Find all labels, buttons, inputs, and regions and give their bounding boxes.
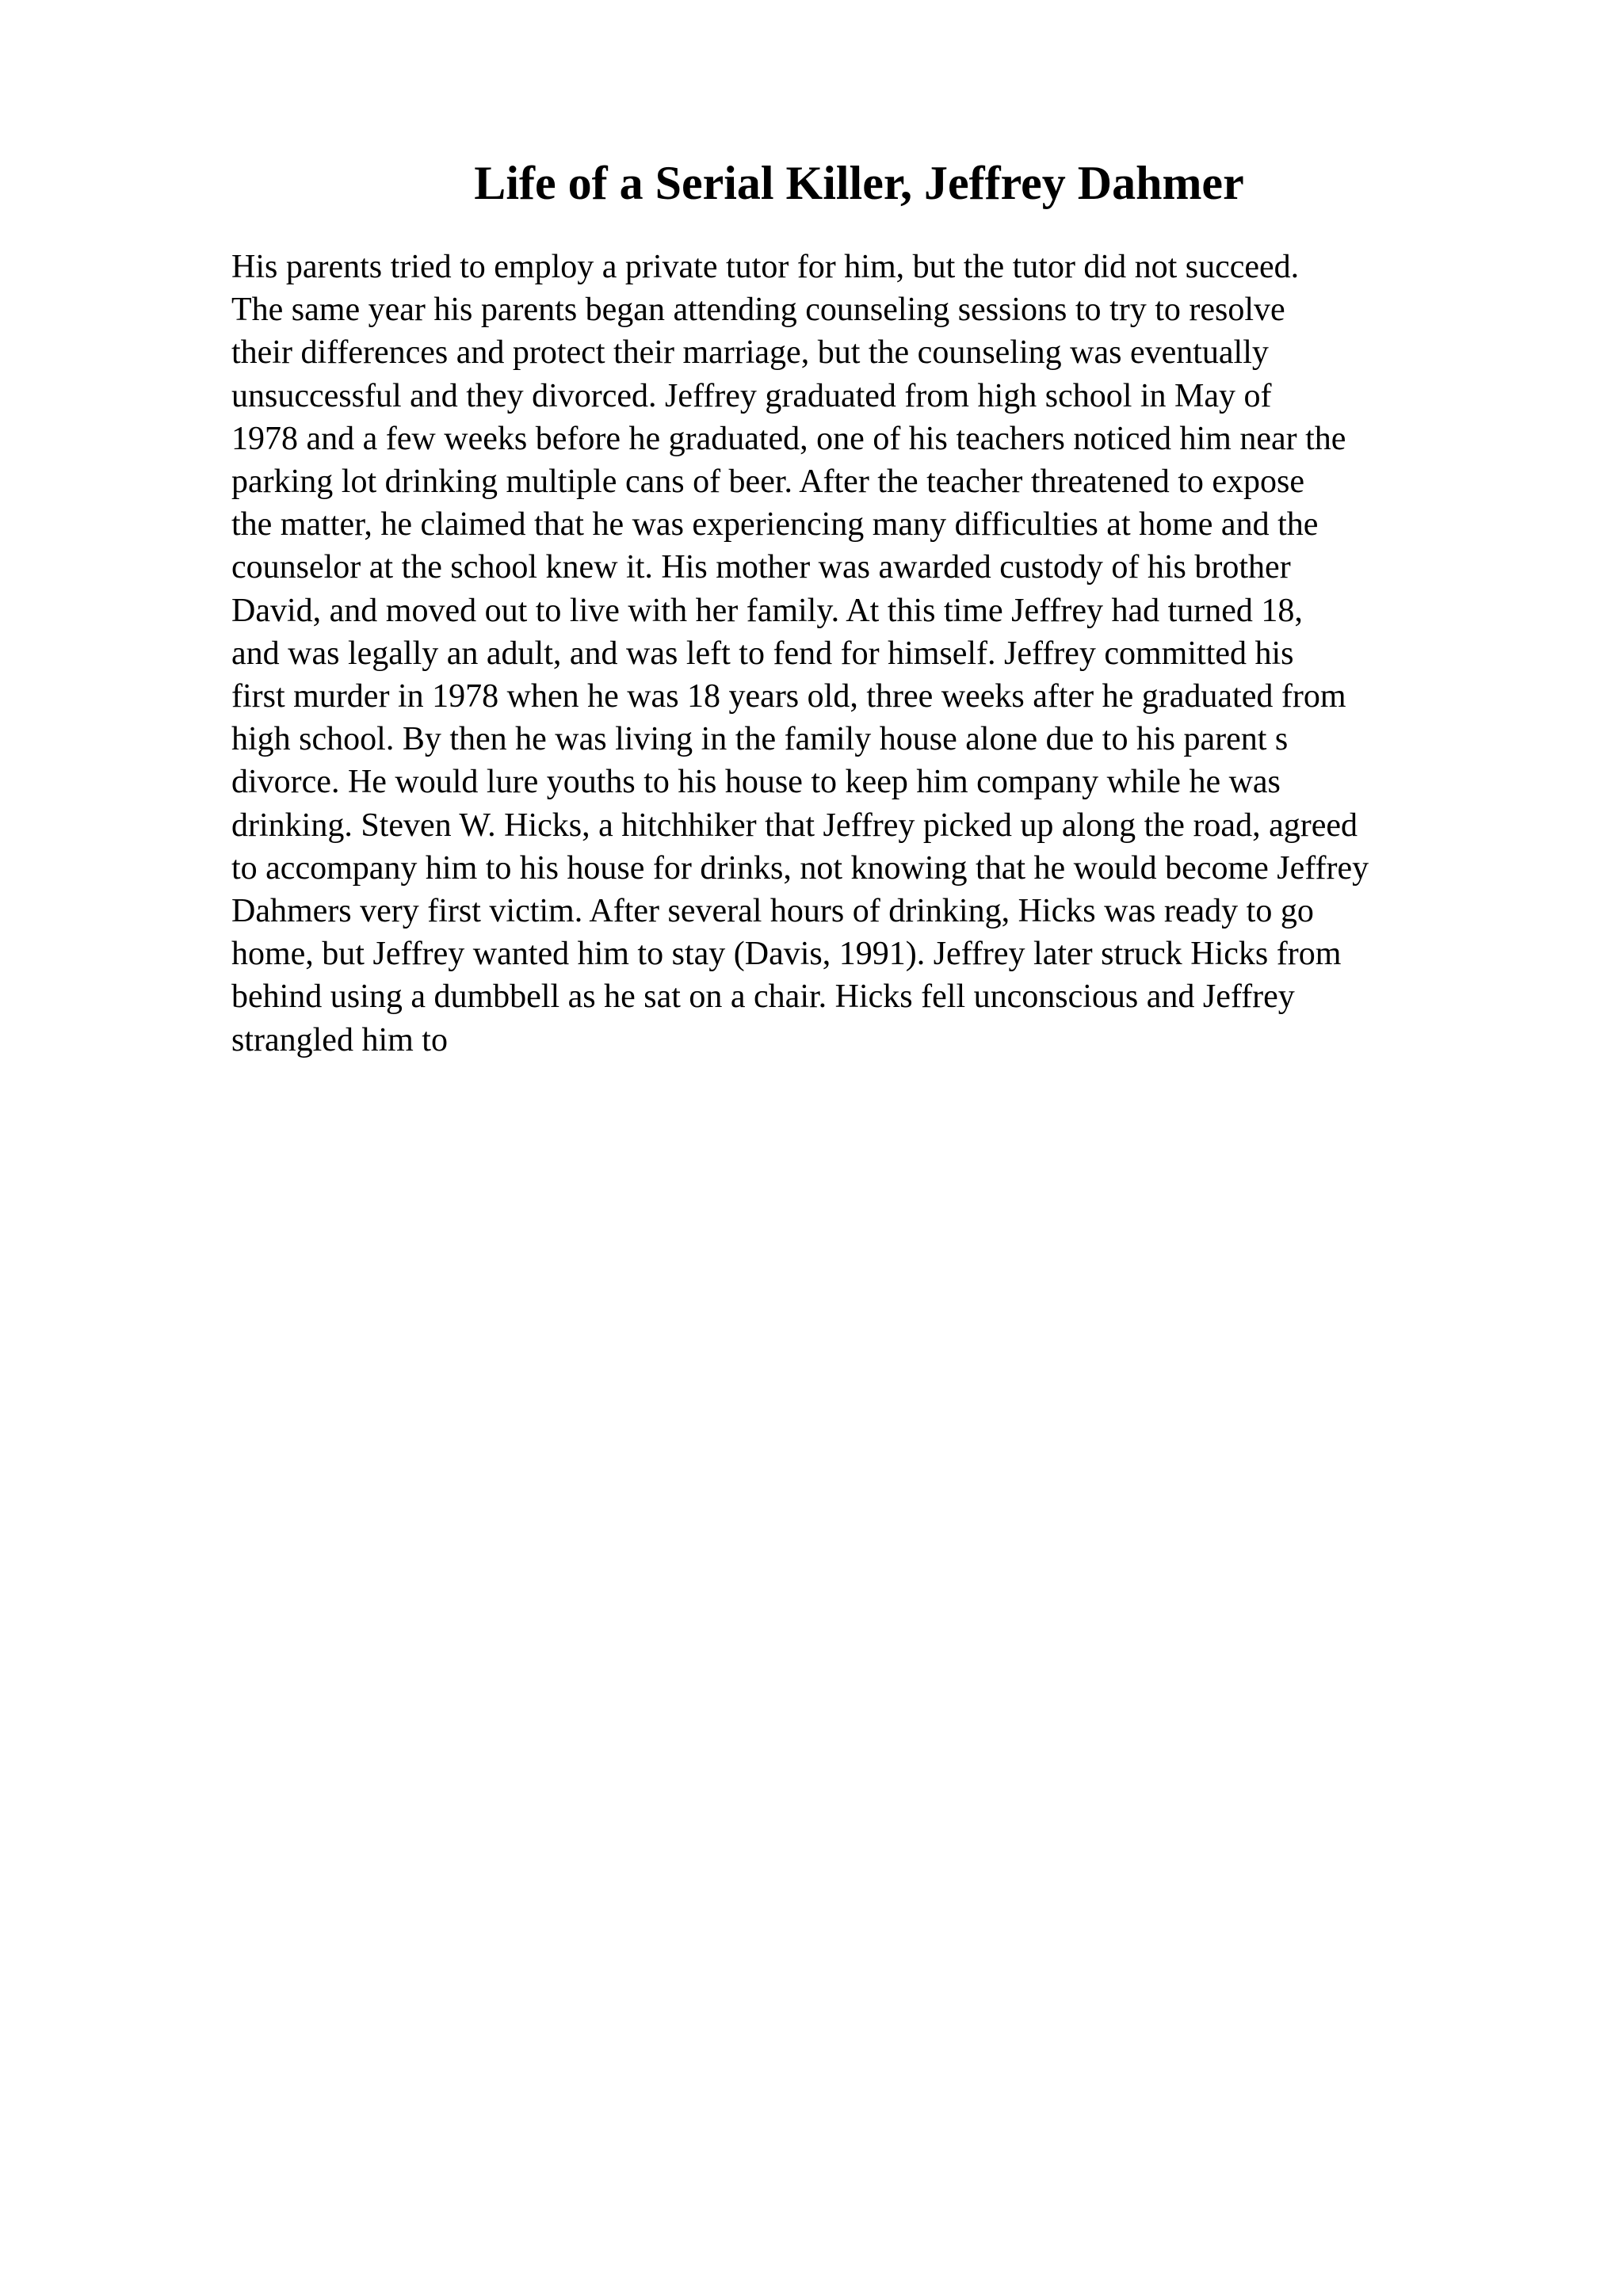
body-line: their differences and protect their marriage, but the counseling was eventually [231, 334, 1269, 372]
document-title: Life of a Serial Killer, Jeffrey Dahmer [474, 157, 1244, 209]
body-line: behind using a dumbbell as he sat on a chair. Hicks fell unconscious and Jeffrey [231, 978, 1295, 1016]
body-line: Dahmers very first victim. After several hours of drinking, Hicks was ready to go [231, 893, 1314, 930]
body-line: strangled him to [231, 1021, 448, 1058]
body-line: the matter, he claimed that he was experiencing many difficulties at home and the [231, 506, 1319, 543]
body-line: high school. By then he was living in the family house alone due to his parent s [231, 721, 1289, 758]
body-line: home, but Jeffrey wanted him to stay (Davis, 1991). Jeffrey later struck Hicks from [231, 936, 1342, 973]
document-body [231, 246, 1531, 1062]
body-line: divorce. He would lure youths to his house to keep him company while he was [231, 764, 1281, 801]
body-line: parking lot drinking multiple cans of beer. After the teacher threatened to expose [231, 463, 1305, 501]
body-line: His parents tried to employ a private tutor for him, but the tutor did not succeed. [231, 249, 1300, 285]
body-line: The same year his parents began attending counseling sessions to try to resolve [231, 292, 1285, 329]
body-line: David, and moved out to live with her family. At this time Jeffrey had turned 18, [231, 592, 1303, 629]
body-line: to accompany him to his house for drinks, not knowing that he would become Jeffrey [231, 849, 1369, 887]
body-line: counselor at the school knew it. His mother was awarded custody of his brother [231, 549, 1291, 586]
body-line: unsuccessful and they divorced. Jeffrey graduated from high school in May of [231, 377, 1272, 414]
body-line: drinking. Steven W. Hicks, a hitchhiker that Jeffrey picked up along the road, agreed [231, 807, 1358, 844]
body-line: 1978 and a few weeks before he graduated, one of his teachers noticed him near the [231, 420, 1346, 457]
body-line: and was legally an adult, and was left to fend for himself. Jeffrey committed his [231, 635, 1294, 672]
body-line: first murder in 1978 when he was 18 years old, three weeks after he graduated from [231, 678, 1346, 715]
